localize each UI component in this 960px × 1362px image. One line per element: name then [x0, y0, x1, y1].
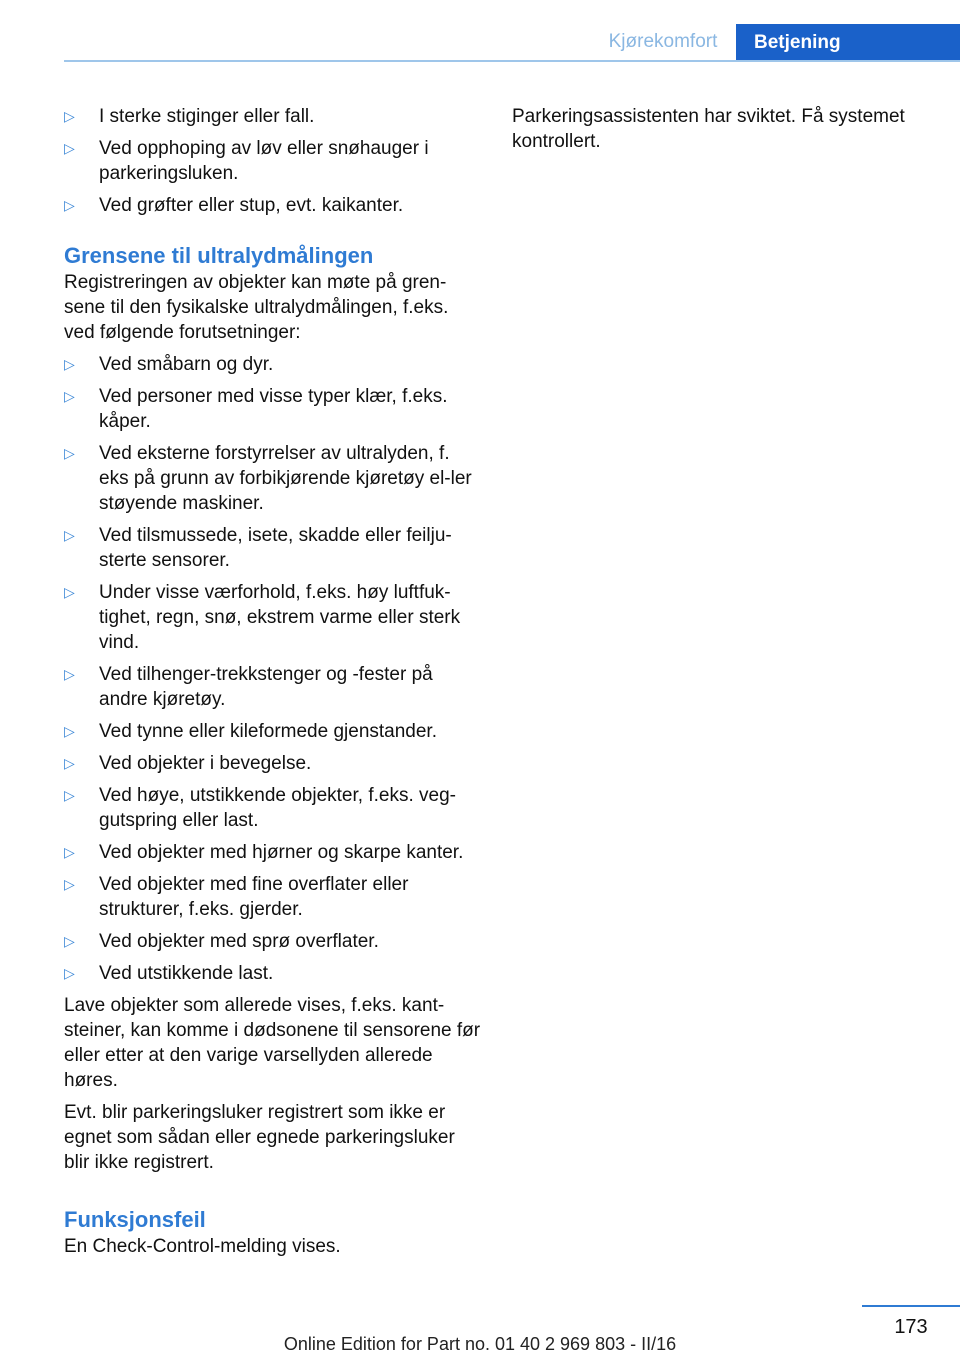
list-item: ▷ Ved høye, utstikkende objekter, f.eks. veg-gutspring eller last.: [64, 785, 456, 831]
tab-betjening[interactable]: Betjening: [736, 24, 960, 62]
bullet-triangle-icon: ▷: [64, 197, 75, 213]
bullet-triangle-icon: ▷: [64, 755, 75, 771]
bullet-list-limits: [64, 352, 484, 986]
page-header: [0, 0, 960, 62]
bullet-triangle-icon: ▷: [64, 140, 75, 156]
bullet-triangle-icon: ▷: [64, 965, 75, 981]
list-item: ▷ Ved objekter med hjørner og skarpe kanter.: [64, 842, 464, 863]
malfunction-text: En Check-Control-melding vises.: [64, 1236, 341, 1257]
list-item: ▷ Ved objekter med sprø overflater.: [64, 931, 379, 952]
section-title-ultrasound-limits: Grensene til ultralydmålingen: [64, 243, 374, 268]
list-item: ▷ Ved objekter med fine overflater eller strukturer, f.eks. gjerder.: [64, 874, 409, 920]
bullet-triangle-icon: ▷: [64, 666, 75, 682]
bullet-triangle-icon: ▷: [64, 844, 75, 860]
edition-footer: Online Edition for Part no. 01 40 2 969 803 - II/16: [283, 1334, 677, 1354]
header-rule: [64, 60, 960, 62]
right-column: [512, 104, 932, 161]
page-number: 173: [894, 1316, 928, 1338]
footer-rule: [862, 1305, 960, 1307]
list-item: ▷ Ved personer med visse typer klær, f.eks. kåper.: [64, 386, 448, 432]
paragraph-parking-slots: Evt. blir parkeringsluker registrert som ikke er egnet som sådan eller egnede parkeringsluker blir ikke registrert.: [64, 1102, 455, 1173]
list-item: ▷ Ved grøfter eller stup, evt. kaikanter.: [64, 195, 404, 216]
list-item: ▷ I sterke stiginger eller fall.: [64, 106, 315, 127]
list-item: ▷ Ved objekter i bevegelse.: [64, 753, 312, 774]
tab-kjorekomfort[interactable]: Kjørekomfort: [608, 31, 718, 52]
bullet-triangle-icon: ▷: [64, 876, 75, 892]
list-item: ▷ Ved tilsmussede, isete, skadde eller feilju-sterte sensorer.: [64, 525, 452, 571]
list-item: ▷ Ved utstikkende last.: [64, 963, 274, 984]
bullet-triangle-icon: ▷: [64, 933, 75, 949]
list-item: ▷ Ved eksterne forstyrrelser av ultralyden, f. eks på grunn av forbikjørende kjøretøy el-ler støyende maskiner.: [64, 443, 472, 514]
section-title-malfunction: Funksjonsfeil: [64, 1207, 206, 1232]
list-item: ▷ Ved småbarn og dyr.: [64, 354, 274, 375]
list-item: ▷ Under visse værforhold, f.eks. høy luftfuk-tighet, regn, snø, ekstrem varme eller sterk vind.: [64, 582, 461, 653]
list-item: ▷ Ved opphoping av løv eller snøhauger i parkeringsluken.: [64, 138, 429, 184]
section-intro: Registreringen av objekter kan møte på gren-sene til den fysikalske ultralydmålingen, f.eks. ved følgende forutsetninger:: [64, 272, 449, 343]
bullet-triangle-icon: ▷: [64, 388, 75, 404]
bullet-triangle-icon: ▷: [64, 787, 75, 803]
bullet-triangle-icon: ▷: [64, 108, 75, 124]
bullet-triangle-icon: ▷: [64, 723, 75, 739]
bullet-list-top: [64, 104, 484, 218]
bullet-triangle-icon: ▷: [64, 527, 75, 543]
right-paragraph: Parkeringsassistenten har sviktet. Få systemet kontrollert.: [512, 106, 905, 152]
bullet-triangle-icon: ▷: [64, 445, 75, 461]
list-item: ▷ Ved tynne eller kileformede gjenstander.: [64, 721, 437, 742]
bullet-triangle-icon: ▷: [64, 584, 75, 600]
list-item: ▷ Ved tilhenger-trekkstenger og -fester på andre kjøretøy.: [64, 664, 433, 710]
left-column: [64, 104, 484, 1266]
bullet-triangle-icon: ▷: [64, 356, 75, 372]
paragraph-low-objects: Lave objekter som allerede vises, f.eks. kant-steiner, kan komme i dødsonene til sensorene før eller etter at den varige varsellyden allerede høres.: [64, 995, 481, 1091]
